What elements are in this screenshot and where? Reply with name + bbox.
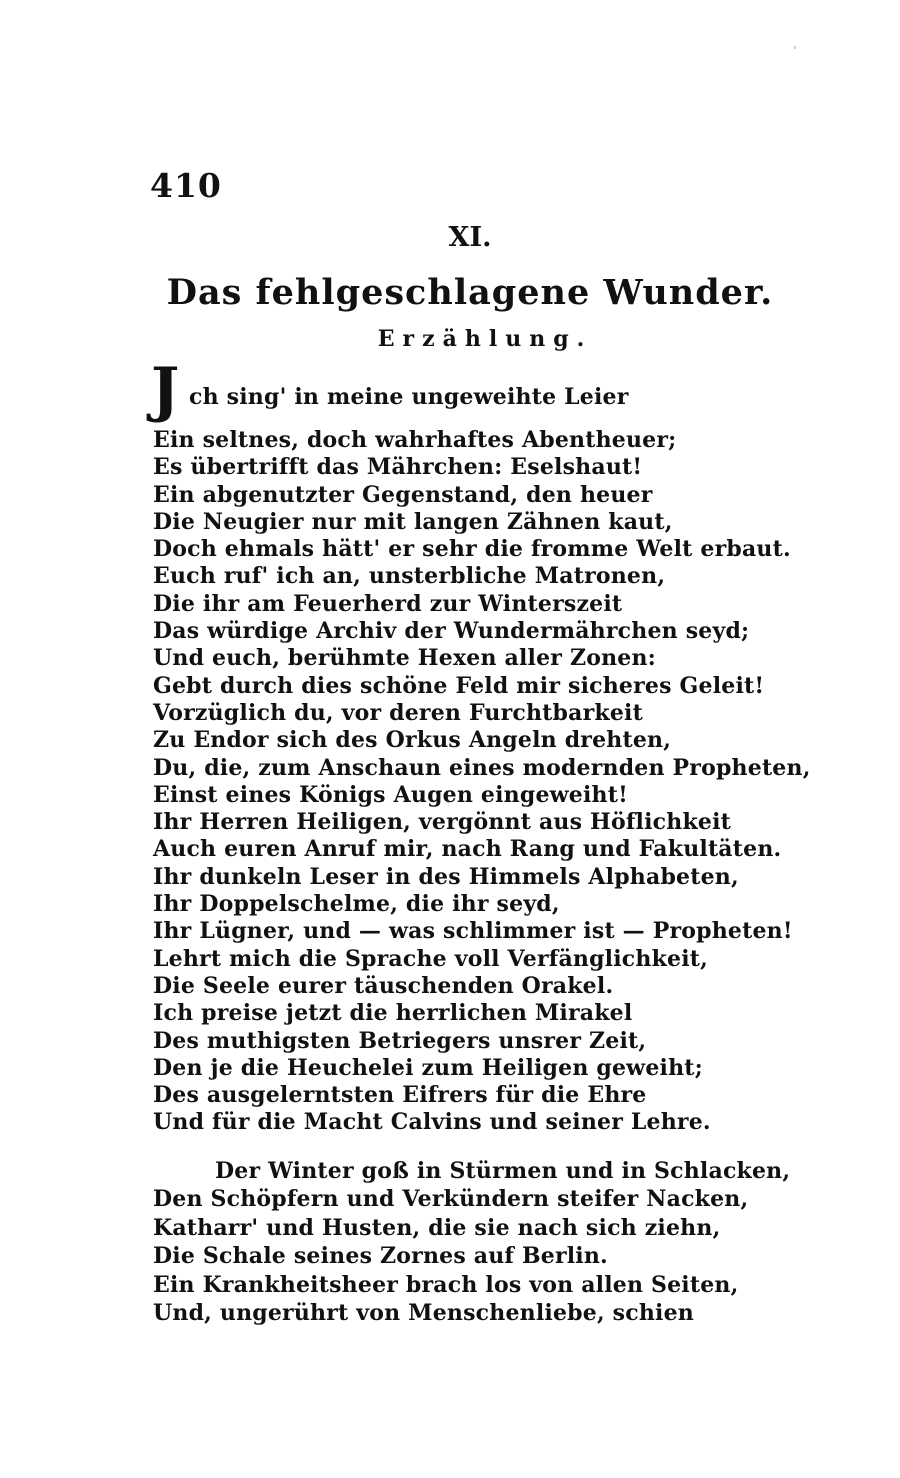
verse-line: Ihr dunkeln Leser in des Himmels Alphabeten, (153, 863, 739, 890)
page-number: 410 (150, 166, 222, 205)
verse-line: Die ihr am Feuerherd zur Winterszeit (153, 590, 623, 617)
drop-cap: J (151, 355, 180, 425)
verse-line: Du, die, zum Anschaun eines modernden Propheten, (153, 754, 811, 781)
verse-line: Katharr' und Husten, die sie nach sich ziehn, (153, 1214, 721, 1241)
verse-line (151, 355, 813, 427)
verse-line: Gebt durch dies schöne Feld mir sicheres Geleit! (153, 672, 765, 699)
verse-line: Der Winter goß in Stürmen und in Schlacken, (215, 1158, 791, 1184)
verse-line: Vorzüglich du, vor deren Furchtbarkeit (153, 699, 643, 726)
verse-line: Doch ehmals hätt' er sehr die fromme Welt erbaut. (153, 536, 791, 563)
verse-line: Ihr Herren Heiligen, vergönnt aus Höflichkeit (153, 809, 732, 836)
stanza-2 (153, 1157, 813, 1327)
verse-line: Des ausgelerntsten Eifrers für die Ehre (153, 1082, 647, 1109)
verse-line: Ihr Doppelschelme, die ihr seyd, (153, 891, 560, 918)
verse-line: Und euch, berühmte Hexen aller Zonen: (153, 645, 656, 672)
verse-line: Die Neugier nur mit langen Zähnen kaut, (153, 508, 673, 535)
verse-line: Ein seltnes, doch wahrhaftes Abentheuer; (153, 427, 677, 453)
verse-line: Lehrt mich die Sprache voll Verfänglichkeit, (153, 945, 709, 972)
verse-line: Und, ungerührt von Menschenliebe, schien (153, 1299, 695, 1326)
verse-line: Es übertrifft das Mährchen: Eselshaut! (153, 454, 643, 481)
verse-line: Des muthigsten Betriegers unsrer Zeit, (153, 1027, 647, 1054)
verse-line: Einst eines Königs Augen eingeweiht! (153, 781, 628, 808)
verse-line-text: ch sing' in meine ungeweihte Leier (189, 384, 629, 410)
verse-line: Den Schöpfern und Verkündern steifer Nacken, (153, 1186, 749, 1213)
verse-line: Die Schale seines Zornes auf Berlin. (153, 1243, 608, 1270)
poem-subtitle: Erzählung. (377, 326, 593, 352)
chapter-number: XI. (448, 222, 492, 253)
verse-line: Ihr Lügner, und — was schlimmer ist — Propheten! (153, 918, 793, 945)
verse-line: Das würdige Archiv der Wundermährchen seyd; (153, 618, 750, 645)
verse-line: Den je die Heuchelei zum Heiligen geweiht; (153, 1054, 703, 1081)
verse-line: Auch euren Anruf mir, nach Rang und Fakultäten. (153, 836, 782, 863)
paper-speck (794, 46, 796, 49)
poem-title: Das fehlgeschlagene Wunder. (166, 272, 774, 313)
verse-line: Ein Krankheitsheer brach los von allen Seiten, (153, 1271, 739, 1298)
verse-line: Und für die Macht Calvins und seiner Lehre. (153, 1109, 711, 1136)
verse-line: Euch ruf' ich an, unsterbliche Matronen, (153, 563, 666, 590)
verse-line: Ich preise jetzt die herrlichen Mirakel (153, 1000, 633, 1027)
stanza-1 (151, 355, 813, 1137)
verse-line: Zu Endor sich des Orkus Angeln drehten, (153, 727, 672, 754)
verse-line: Ein abgenutzter Gegenstand, den heuer (153, 481, 653, 508)
verse-line: Die Seele eurer täuschenden Orakel. (153, 972, 614, 999)
